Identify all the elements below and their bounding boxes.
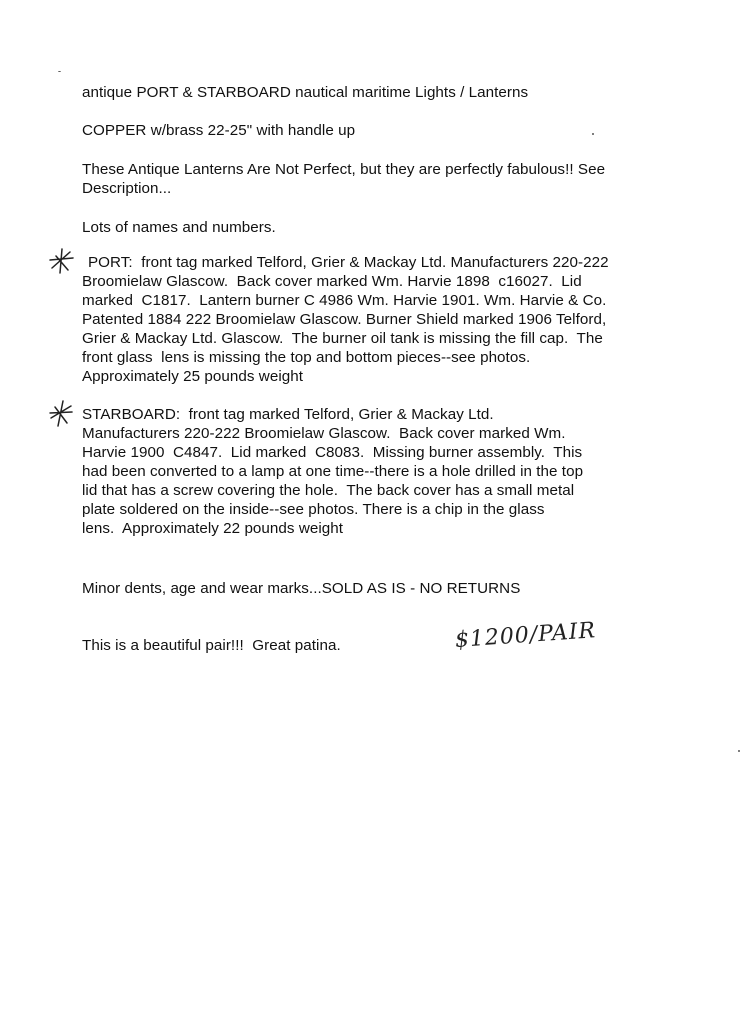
port-line-2: Broomielaw Glascow. Back cover marked Wm. Harvie 1898 c16027. Lid — [82, 273, 582, 290]
port-line-6: front glass lens is missing the top and bottom pieces--see photos. — [82, 349, 531, 366]
port-line-5: Grier & Mackay Ltd. Glascow. The burner oil tank is missing the fill cap. The — [82, 330, 603, 347]
document-title: antique PORT & STARBOARD nautical maritime Lights / Lanterns — [82, 84, 529, 101]
scan-speck — [738, 750, 740, 752]
condition-note: Minor dents, age and wear marks...SOLD AS IS - NO RETURNS — [82, 580, 521, 597]
hand-drawn-star-icon — [46, 246, 76, 276]
scan-speck — [592, 133, 594, 135]
starboard-line-6: plate soldered on the inside--see photos. There is a chip in the glass — [82, 501, 545, 518]
names-note: Lots of names and numbers. — [82, 219, 276, 236]
starboard-line-7: lens. Approximately 22 pounds weight — [82, 520, 344, 537]
starboard-line-3: Harvie 1900 C4847. Lid marked C8083. Missing burner assembly. This — [82, 444, 583, 461]
intro-line-2: Description... — [82, 180, 172, 197]
material-line: COPPER w/brass 22-25" with handle up — [82, 122, 356, 139]
starboard-line-1: STARBOARD: front tag marked Telford, Grier & Mackay Ltd. — [82, 406, 494, 423]
port-line-7: Approximately 25 pounds weight — [82, 368, 304, 385]
handwritten-price: $1200/PAIR — [454, 618, 597, 653]
starboard-line-4: had been converted to a lamp at one time--there is a hole drilled in the top — [82, 463, 584, 480]
hand-drawn-star-icon — [46, 398, 76, 428]
scan-speck — [58, 71, 61, 72]
starboard-line-5: lid that has a screw covering the hole. The back cover has a small metal — [82, 482, 575, 499]
port-line-1: PORT: front tag marked Telford, Grier & Mackay Ltd. Manufacturers 220-222 — [88, 254, 609, 271]
closing-note: This is a beautiful pair!!! Great patina. — [82, 637, 341, 654]
starboard-line-2: Manufacturers 220-222 Broomielaw Glascow. Back cover marked Wm. — [82, 425, 566, 442]
intro-line-1: These Antique Lanterns Are Not Perfect, but they are perfectly fabulous!! See — [82, 161, 606, 178]
port-line-3: marked C1817. Lantern burner C 4986 Wm. Harvie 1901. Wm. Harvie & Co. — [82, 292, 607, 309]
port-line-4: Patented 1884 222 Broomielaw Glascow. Burner Shield marked 1906 Telford, — [82, 311, 607, 328]
